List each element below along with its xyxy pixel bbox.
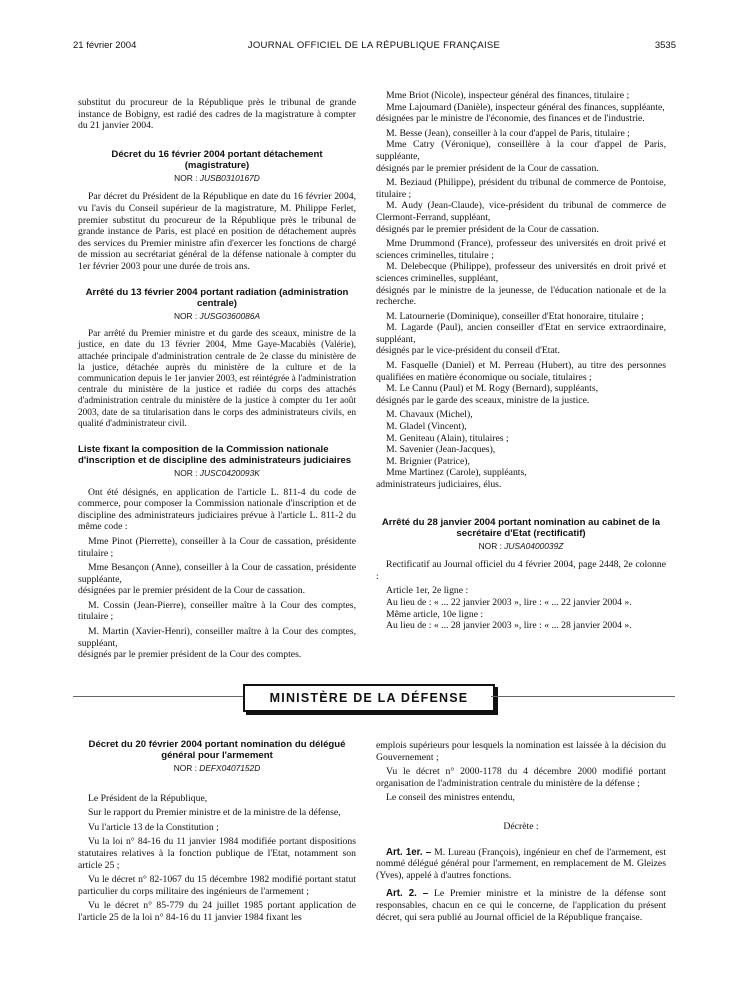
list-paragraph: M. Delebecque (Philippe), professeur des universités en droit privé et sciences criminelles, suppléant, [376, 261, 666, 284]
list-paragraph: Mme Catry (Véronique), conseillère à la cour d'appel de Paris, suppléante, [376, 139, 666, 162]
list-paragraph: M. Cossin (Jean-Pierre), conseiller maître à la Cour des comptes, titulaire ; [78, 599, 356, 623]
list-paragraph: M. Fasquelle (Daniel) et M. Perreau (Hubert), au titre des personnes qualifiées en matière économique ou sociale, titulaires ; [376, 360, 666, 383]
list-paragraph: M. Lagarde (Paul), ancien conseiller d'Etat en service extraordinaire, suppléant, [376, 322, 666, 345]
rectificatif-line: Au lieu de : « ... 28 janvier 2003 », lire : « ... 28 janvier 2004 ». [386, 620, 632, 632]
nor-reference: NOR : DEFX0407152D [173, 763, 261, 773]
list-paragraph: M. Brignier (Patrice), [386, 455, 470, 467]
visa-line: Vu le décret n° 2000-1178 du 4 décembre 2000 modifié portant organisation de l'administration centrale du ministère de la défense ; [376, 766, 666, 789]
section-title: Décret du 20 février 2004 portant nomination du délégué général pour l'armement [88, 739, 346, 761]
list-paragraph: M. Latournerie (Dominique), conseiller d'Etat honoraire, titulaire ; [386, 310, 644, 322]
list-paragraph: M. Chavaux (Michel), [386, 409, 473, 421]
visa-line: Le conseil des ministres entendu, [386, 792, 515, 804]
list-paragraph: désignés par le premier président de la Cour de cassation. [376, 162, 599, 174]
list-paragraph: Mme Martinez (Carole), suppléants, [386, 467, 527, 479]
list-paragraph: désignées par le ministre de l'économie, des finances et de l'industrie. [376, 113, 645, 125]
section-title: Arrêté du 13 février 2004 portant radiation (administration centrale) [85, 286, 349, 309]
ministry-banner: MINISTÈRE DE LA DÉFENSE [243, 684, 495, 712]
article-2-label: Art. 2. – [386, 888, 429, 900]
list-paragraph: désignés par le premier président de la Cour de cassation. [376, 223, 599, 235]
rectificatif-line: Même article, 10e ligne : [386, 608, 484, 620]
article-1 [376, 847, 666, 882]
decree-body: Par décret du Président de la République en date du 16 février 2004, vu l'avis du Conseil supérieur de la magistrature, M. Philippe Ferlet, premier substitut du procureur de la République près le tribunal de grande instance de Paris, est placé en position de détachement auprès des services du Premier ministre afin d'exercer les fonctions de chargé de mission au secrétariat général de la défense nationale à compter du 1er février 2003 pour une durée de trois ans. [78, 191, 356, 272]
bottom-left-column [78, 725, 356, 924]
list-paragraph: Mme Lajoumard (Danièle), inspecteur général des finances, suppléante, [386, 101, 665, 113]
list-paragraph: désignés par le premier président de la Cour des comptes. [78, 649, 302, 661]
page-header [0, 40, 748, 54]
visa-line: Vu le décret n° 82-1067 du 15 décembre 1982 modifié portant statut particulier du corps militaire des ingénieurs de l'armement ; [78, 874, 356, 897]
right-column [376, 90, 666, 632]
arrete-body: Par arrêté du Premier ministre et du garde des sceaux, ministre de la justice, en date du 13 février 2004, Mme Gaye-Macabiès (Valérie), attachée principale d'administration centrale de 2e classe du ministère de la justice, détachée auprès du ministère de la culture et de la communication depuis le 1er janvier 2003, est réintégrée à l'administration centrale du ministère de la justice et radiée du corps des attachés d'administration centrale du ministère de la justice à compter du 1er août 2003, date de sa titularisation dans le corps des administrateurs civils, en qualité d'administrateur civil. [78, 329, 356, 429]
visa-line: Vu la loi n° 84-16 du 11 janvier 1984 modifiée portant dispositions statutaires relatives à la fonction publique de l'Etat, notamment son article 25 ; [78, 836, 356, 871]
list-paragraph: Mme Pinot (Pierrette), conseiller à la Cour de cassation, présidente titulaire ; [78, 535, 356, 559]
divider-right [491, 696, 675, 697]
article-2 [376, 888, 666, 923]
visa-line: Sur le rapport du Premier ministre et de la ministre de la défense, [88, 807, 341, 819]
section-title: Liste fixant la composition de la Commission nationale d'inscription et de discipline des administrateurs judiciaires [78, 443, 352, 466]
nor-reference: NOR : JUSC0420093K [174, 467, 260, 478]
list-paragraph: Mme Briot (Nicole), inspecteur général des finances, titulaire ; [386, 90, 630, 101]
article-2-text: Le Premier ministre et la ministre de la défense sont responsables, chacun en ce qui le concerne, de l'application du présent décret, qui sera publié au Journal officiel de la République française. [376, 888, 666, 923]
rectificatif-line: Article 1er, 2e ligne : [386, 585, 469, 597]
list-paragraph: Mme Drummond (France), professeur des universités en droit privé et sciences criminelles, titulaire ; [376, 238, 666, 261]
list-paragraph: M. Le Cannu (Paul) et M. Rogy (Bernard), suppléants, [386, 383, 599, 395]
left-column [78, 97, 356, 661]
rectificatif-line: Rectificatif au Journal officiel du 4 février 2004, page 2448, 2e colonne : [376, 559, 666, 582]
list-paragraph: M. Besse (Jean), conseiller à la cour d'appel de Paris, titulaire ; [386, 127, 630, 139]
list-paragraph: désignées par le premier président de la Cour de cassation. [78, 585, 306, 597]
visa-line: Vu le décret n° 85-779 du 24 juillet 1985 portant application de l'article 25 de la loi n° 84-16 du 11 janvier 1984 fixant les [78, 900, 356, 923]
list-paragraph: M. Savenier (Jean-Jacques), [386, 444, 496, 456]
nor-reference: NOR : JUSB0310167D [174, 172, 260, 183]
intro-paragraph: substitut du procureur de la République près le tribunal de grande instance de Bobigny, est radié des cadres de la magistrature à compter du 21 janvier 2004. [78, 97, 356, 132]
list-paragraph: M. Geniteau (Alain), titulaires ; [386, 432, 509, 444]
rectificatif-line: Au lieu de : « ... 22 janvier 2003 », lire : « ... 22 janvier 2004 ». [386, 596, 632, 608]
nor-reference: NOR : JUSA0400039Z [478, 540, 564, 551]
visa-line: Vu l'article 13 de la Constitution ; [88, 821, 219, 833]
list-paragraph: désignés par le vice-président du conseil d'Etat. [376, 345, 560, 357]
decrete-label: Décrète : [503, 820, 539, 832]
visa-line: Le Président de la République, [88, 792, 208, 804]
page-number: 3535 [654, 40, 676, 51]
list-paragraph: administrateurs judiciaires, élus. [376, 479, 502, 490]
article-1-label: Art. 1er. – [386, 846, 432, 858]
header-title: JOURNAL OFFICIEL DE LA RÉPUBLIQUE FRANÇAISE [247, 40, 501, 51]
divider-left [73, 696, 243, 697]
visa-line: emplois supérieurs pour lesquels la nomination est laissée à la décision du Gouvernement ; [376, 740, 666, 763]
list-paragraph: désignés par le ministre de la jeunesse, de l'éducation nationale et de la recherche. [376, 284, 666, 308]
header-date: 21 février 2004 [73, 40, 137, 51]
nor-reference: NOR : JUSG0360086A [173, 310, 261, 321]
bottom-right-column [376, 740, 666, 923]
section-title: Décret du 16 février 2004 portant détachement (magistrature) [111, 148, 323, 171]
list-paragraph: M. Audy (Jean-Claude), vice-président du tribunal de commerce de Clermont-Ferrand, suppléant, [376, 200, 666, 223]
list-paragraph: M. Gladel (Vincent), [386, 421, 467, 433]
list-paragraph: M. Martin (Xavier-Henri), conseiller maître à la Cour des comptes, suppléant, [78, 626, 356, 649]
list-paragraph: désignés par le garde des sceaux, ministre de la justice. [376, 394, 590, 406]
section-title: Arrêté du 28 janvier 2004 portant nomination au cabinet de la secrétaire d'Etat (rectificatif) [381, 516, 661, 539]
list-paragraph: M. Beziaud (Philippe), président du tribunal de commerce de Pontoise, titulaire ; [376, 177, 666, 200]
list-paragraph: Mme Besançon (Anne), conseiller à la Cour de cassation, présidente suppléante, [78, 562, 356, 585]
article-1-text: M. Lureau (François), ingénieur en chef de l'armement, est nommé délégué général pour l'armement, en remplacement de M. Gleizes (Yves), appelé à d'autres fonctions. [376, 846, 667, 881]
list-paragraph: Ont été désignés, en application de l'article L. 811-4 du code de commerce, pour composer la Commission nationale d'inscription et de discipline des administrateurs judiciaires prévue à l'article L. 811-2 du même code : [78, 486, 356, 533]
